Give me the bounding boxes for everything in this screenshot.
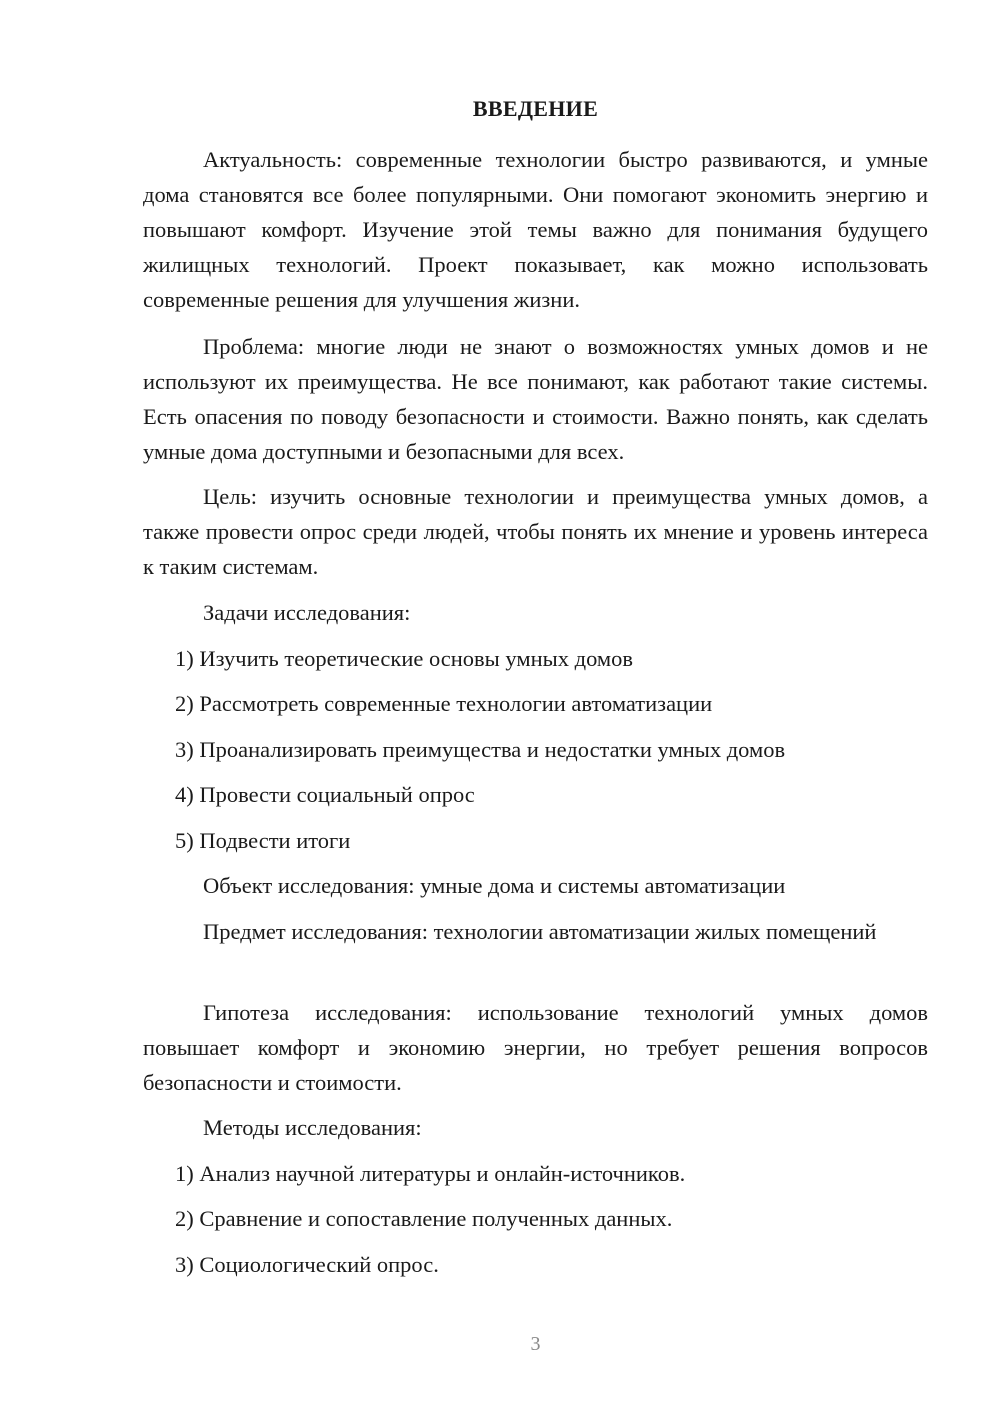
paragraph-problem: Проблема: многие люди не знают о возможностях умных домов и не используют их преимущества. Не все понимают, как работают такие системы. Есть опасения по поводу безопасности и стоимости. Важно понять, как сделать умные дома доступными и безопасными для всех. (143, 334, 928, 464)
paragraph-goal: Цель: изучить основные технологии и преимущества умных домов, а также провести опрос среди людей, чтобы понять их мнение и уровень интереса к таким системам. (143, 484, 928, 579)
document-page (143, 0, 928, 1414)
task-item-4: 4) Провести социальный опрос (175, 782, 475, 807)
method-item-3: 3) Социологический опрос. (175, 1252, 439, 1277)
paragraph-object: Объект исследования: умные дома и системы автоматизации (203, 873, 786, 898)
tasks-title: Задачи исследования: (203, 600, 411, 625)
method-item-2: 2) Сравнение и сопоставление полученных данных. (175, 1206, 673, 1231)
task-item-2: 2) Рассмотреть современные технологии автоматизации (175, 691, 713, 716)
page-number: 3 (530, 1333, 541, 1355)
paragraph-subject: Предмет исследования: технологии автоматизации жилых помещений (203, 919, 877, 944)
paragraph-relevance: Актуальность: современные технологии быстро развиваются, и умные дома становятся все более популярными. Они помогают экономить энергию и повышают комфорт. Изучение этой темы важно для понимания будущего жилищных технологий. Проект показывает, как можно использовать современные решения для улучшения жизни. (143, 147, 928, 312)
task-item-1: 1) Изучить теоретические основы умных домов (175, 646, 634, 671)
task-item-5: 5) Подвести итоги (175, 828, 351, 853)
method-item-1: 1) Анализ научной литературы и онлайн-источников. (175, 1161, 686, 1186)
paragraph-hypothesis: Гипотеза исследования: использование технологий умных домов повышает комфорт и экономию энергии, но требует решения вопросов безопасности и стоимости. (143, 1000, 928, 1095)
task-item-3: 3) Проанализировать преимущества и недостатки умных домов (175, 737, 786, 762)
section-heading: ВВЕДЕНИЕ (472, 96, 599, 121)
methods-title: Методы исследования: (203, 1115, 422, 1140)
